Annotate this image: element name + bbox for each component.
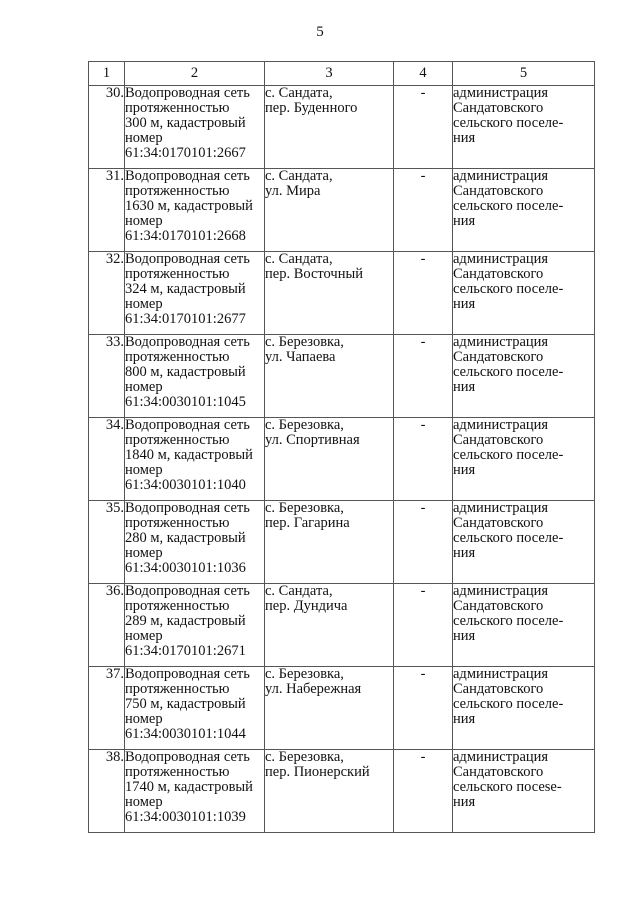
description-line: протяженностью [125,100,230,116]
description-line: Водопроводная сеть [125,583,250,599]
column-4-value: - [394,335,453,418]
owner-line: сельского поселе- [453,447,564,463]
column-4-value: - [394,418,453,501]
owner-organization [453,335,595,418]
object-address [265,86,394,169]
table-row [89,667,595,750]
row-number: 37. [89,667,125,750]
description-line: 61:34:0170101:2677 [125,311,246,327]
description-line: номер [125,628,163,644]
column-4-value: - [394,169,453,252]
description-line: номер [125,213,163,229]
table-row [89,750,595,833]
column-4-value: - [394,252,453,335]
owner-line: ния [453,379,476,395]
row-number: 38. [89,750,125,833]
address-line: пер. Пионерский [265,764,370,780]
table-row [89,169,595,252]
owner-line: ния [453,130,476,146]
address-line: пер. Буденного [265,100,358,116]
object-description [125,501,265,584]
description-line: номер [125,711,163,727]
owner-organization [453,584,595,667]
description-line: 61:34:0170101:2667 [125,145,246,161]
description-line: номер [125,130,163,146]
table-row [89,584,595,667]
owner-line: администрация [453,749,549,765]
row-number: 33. [89,335,125,418]
description-line: 1630 м, кадастровый [125,198,253,214]
owner-line: ния [453,794,476,810]
owner-line: сельского поселе- [453,530,564,546]
object-description [125,252,265,335]
address-line: с. Сандата, [265,583,333,599]
address-line: ул. Спортивная [265,432,360,448]
column-header-3: 3 [265,62,394,86]
address-line: пер. Восточный [265,266,363,282]
owner-line: администрация [453,85,549,101]
description-line: протяженностью [125,432,230,448]
owner-line: администрация [453,168,549,184]
owner-organization [453,750,595,833]
owner-line: Сандатовского [453,266,544,282]
object-address [265,750,394,833]
object-description [125,584,265,667]
owner-line: ния [453,545,476,561]
object-description [125,86,265,169]
object-address [265,335,394,418]
table-row [89,418,595,501]
table-body [89,86,595,833]
description-line: 61:34:0030101:1039 [125,809,246,825]
address-line: с. Березовка, [265,417,344,433]
owner-line: ния [453,711,476,727]
owner-line: администрация [453,666,549,682]
description-line: протяженностью [125,266,230,282]
row-number: 30. [89,86,125,169]
object-description [125,750,265,833]
address-line: ул. Чапаева [265,349,336,365]
description-line: протяженностью [125,349,230,365]
table-row [89,86,595,169]
description-line: 289 м, кадастровый [125,613,246,629]
description-line: номер [125,545,163,561]
owner-line: сельского поселе- [453,613,564,629]
owner-line: сельского посеse- [453,779,562,795]
owner-line: Сандатовского [453,515,544,531]
address-line: с. Сандата, [265,85,333,101]
table-row [89,335,595,418]
address-line: пер. Дундича [265,598,348,614]
object-description [125,169,265,252]
description-line: 61:34:0170101:2668 [125,228,246,244]
owner-line: сельского поселе- [453,364,564,380]
column-4-value: - [394,584,453,667]
description-line: протяженностью [125,515,230,531]
address-line: с. Сандата, [265,168,333,184]
owner-organization [453,418,595,501]
table-header-row [89,62,595,86]
description-line: протяженностью [125,183,230,199]
object-address [265,169,394,252]
description-line: 61:34:0030101:1045 [125,394,246,410]
owner-line: администрация [453,417,549,433]
description-line: номер [125,379,163,395]
row-number: 36. [89,584,125,667]
row-number: 32. [89,252,125,335]
owner-line: ния [453,628,476,644]
owner-line: сельского поселе- [453,696,564,712]
description-line: 1740 м, кадастровый [125,779,253,795]
description-line: Водопроводная сеть [125,417,250,433]
owner-organization [453,86,595,169]
row-number: 34. [89,418,125,501]
description-line: протяженностью [125,764,230,780]
column-header-4: 4 [394,62,453,86]
object-address [265,501,394,584]
table-row [89,501,595,584]
description-line: 300 м, кадастровый [125,115,246,131]
owner-organization [453,667,595,750]
owner-line: Сандатовского [453,432,544,448]
row-number: 31. [89,169,125,252]
object-description [125,667,265,750]
owner-line: администрация [453,500,549,516]
object-description [125,335,265,418]
description-line: Водопроводная сеть [125,334,250,350]
address-line: с. Березовка, [265,749,344,765]
description-line: 61:34:0030101:1036 [125,560,246,576]
description-line: 280 м, кадастровый [125,530,246,546]
object-address [265,584,394,667]
property-registry-table [88,61,595,833]
description-line: протяженностью [125,598,230,614]
column-header-5: 5 [453,62,595,86]
address-line: пер. Гагарина [265,515,350,531]
description-line: 61:34:0170101:2671 [125,643,246,659]
description-line: номер [125,296,163,312]
owner-line: сельского поселе- [453,281,564,297]
column-4-value: - [394,750,453,833]
description-line: 750 м, кадастровый [125,696,246,712]
owner-line: сельского поселе- [453,198,564,214]
object-address [265,252,394,335]
description-line: Водопроводная сеть [125,251,250,267]
description-line: 61:34:0030101:1040 [125,477,246,493]
table-row [89,252,595,335]
address-line: с. Березовка, [265,500,344,516]
column-header-1: 1 [89,62,125,86]
column-4-value: - [394,501,453,584]
object-description [125,418,265,501]
description-line: номер [125,462,163,478]
description-line: протяженностью [125,681,230,697]
description-line: Водопроводная сеть [125,85,250,101]
description-line: Водопроводная сеть [125,500,250,516]
page-number: 5 [316,24,324,40]
owner-line: ния [453,462,476,478]
owner-line: сельского поселе- [453,115,564,131]
address-line: с. Березовка, [265,334,344,350]
object-address [265,667,394,750]
owner-line: Сандатовского [453,100,544,116]
address-line: с. Сандата, [265,251,333,267]
owner-organization [453,252,595,335]
owner-line: ния [453,296,476,312]
column-4-value: - [394,667,453,750]
address-line: ул. Мира [265,183,321,199]
owner-line: ния [453,213,476,229]
column-4-value: - [394,86,453,169]
description-line: 1840 м, кадастровый [125,447,253,463]
owner-line: администрация [453,334,549,350]
owner-organization [453,501,595,584]
description-line: Водопроводная сеть [125,168,250,184]
description-line: 324 м, кадастровый [125,281,246,297]
owner-line: администрация [453,251,549,267]
owner-line: Сандатовского [453,349,544,365]
address-line: с. Березовка, [265,666,344,682]
description-line: 800 м, кадастровый [125,364,246,380]
description-line: Водопроводная сеть [125,666,250,682]
description-line: Водопроводная сеть [125,749,250,765]
owner-line: администрация [453,583,549,599]
column-header-2: 2 [125,62,265,86]
owner-line: Сандатовского [453,681,544,697]
owner-line: Сандатовского [453,764,544,780]
owner-line: Сандатовского [453,598,544,614]
address-line: ул. Набережная [265,681,362,697]
description-line: номер [125,794,163,810]
owner-organization [453,169,595,252]
owner-line: Сандатовского [453,183,544,199]
object-address [265,418,394,501]
description-line: 61:34:0030101:1044 [125,726,246,742]
row-number: 35. [89,501,125,584]
